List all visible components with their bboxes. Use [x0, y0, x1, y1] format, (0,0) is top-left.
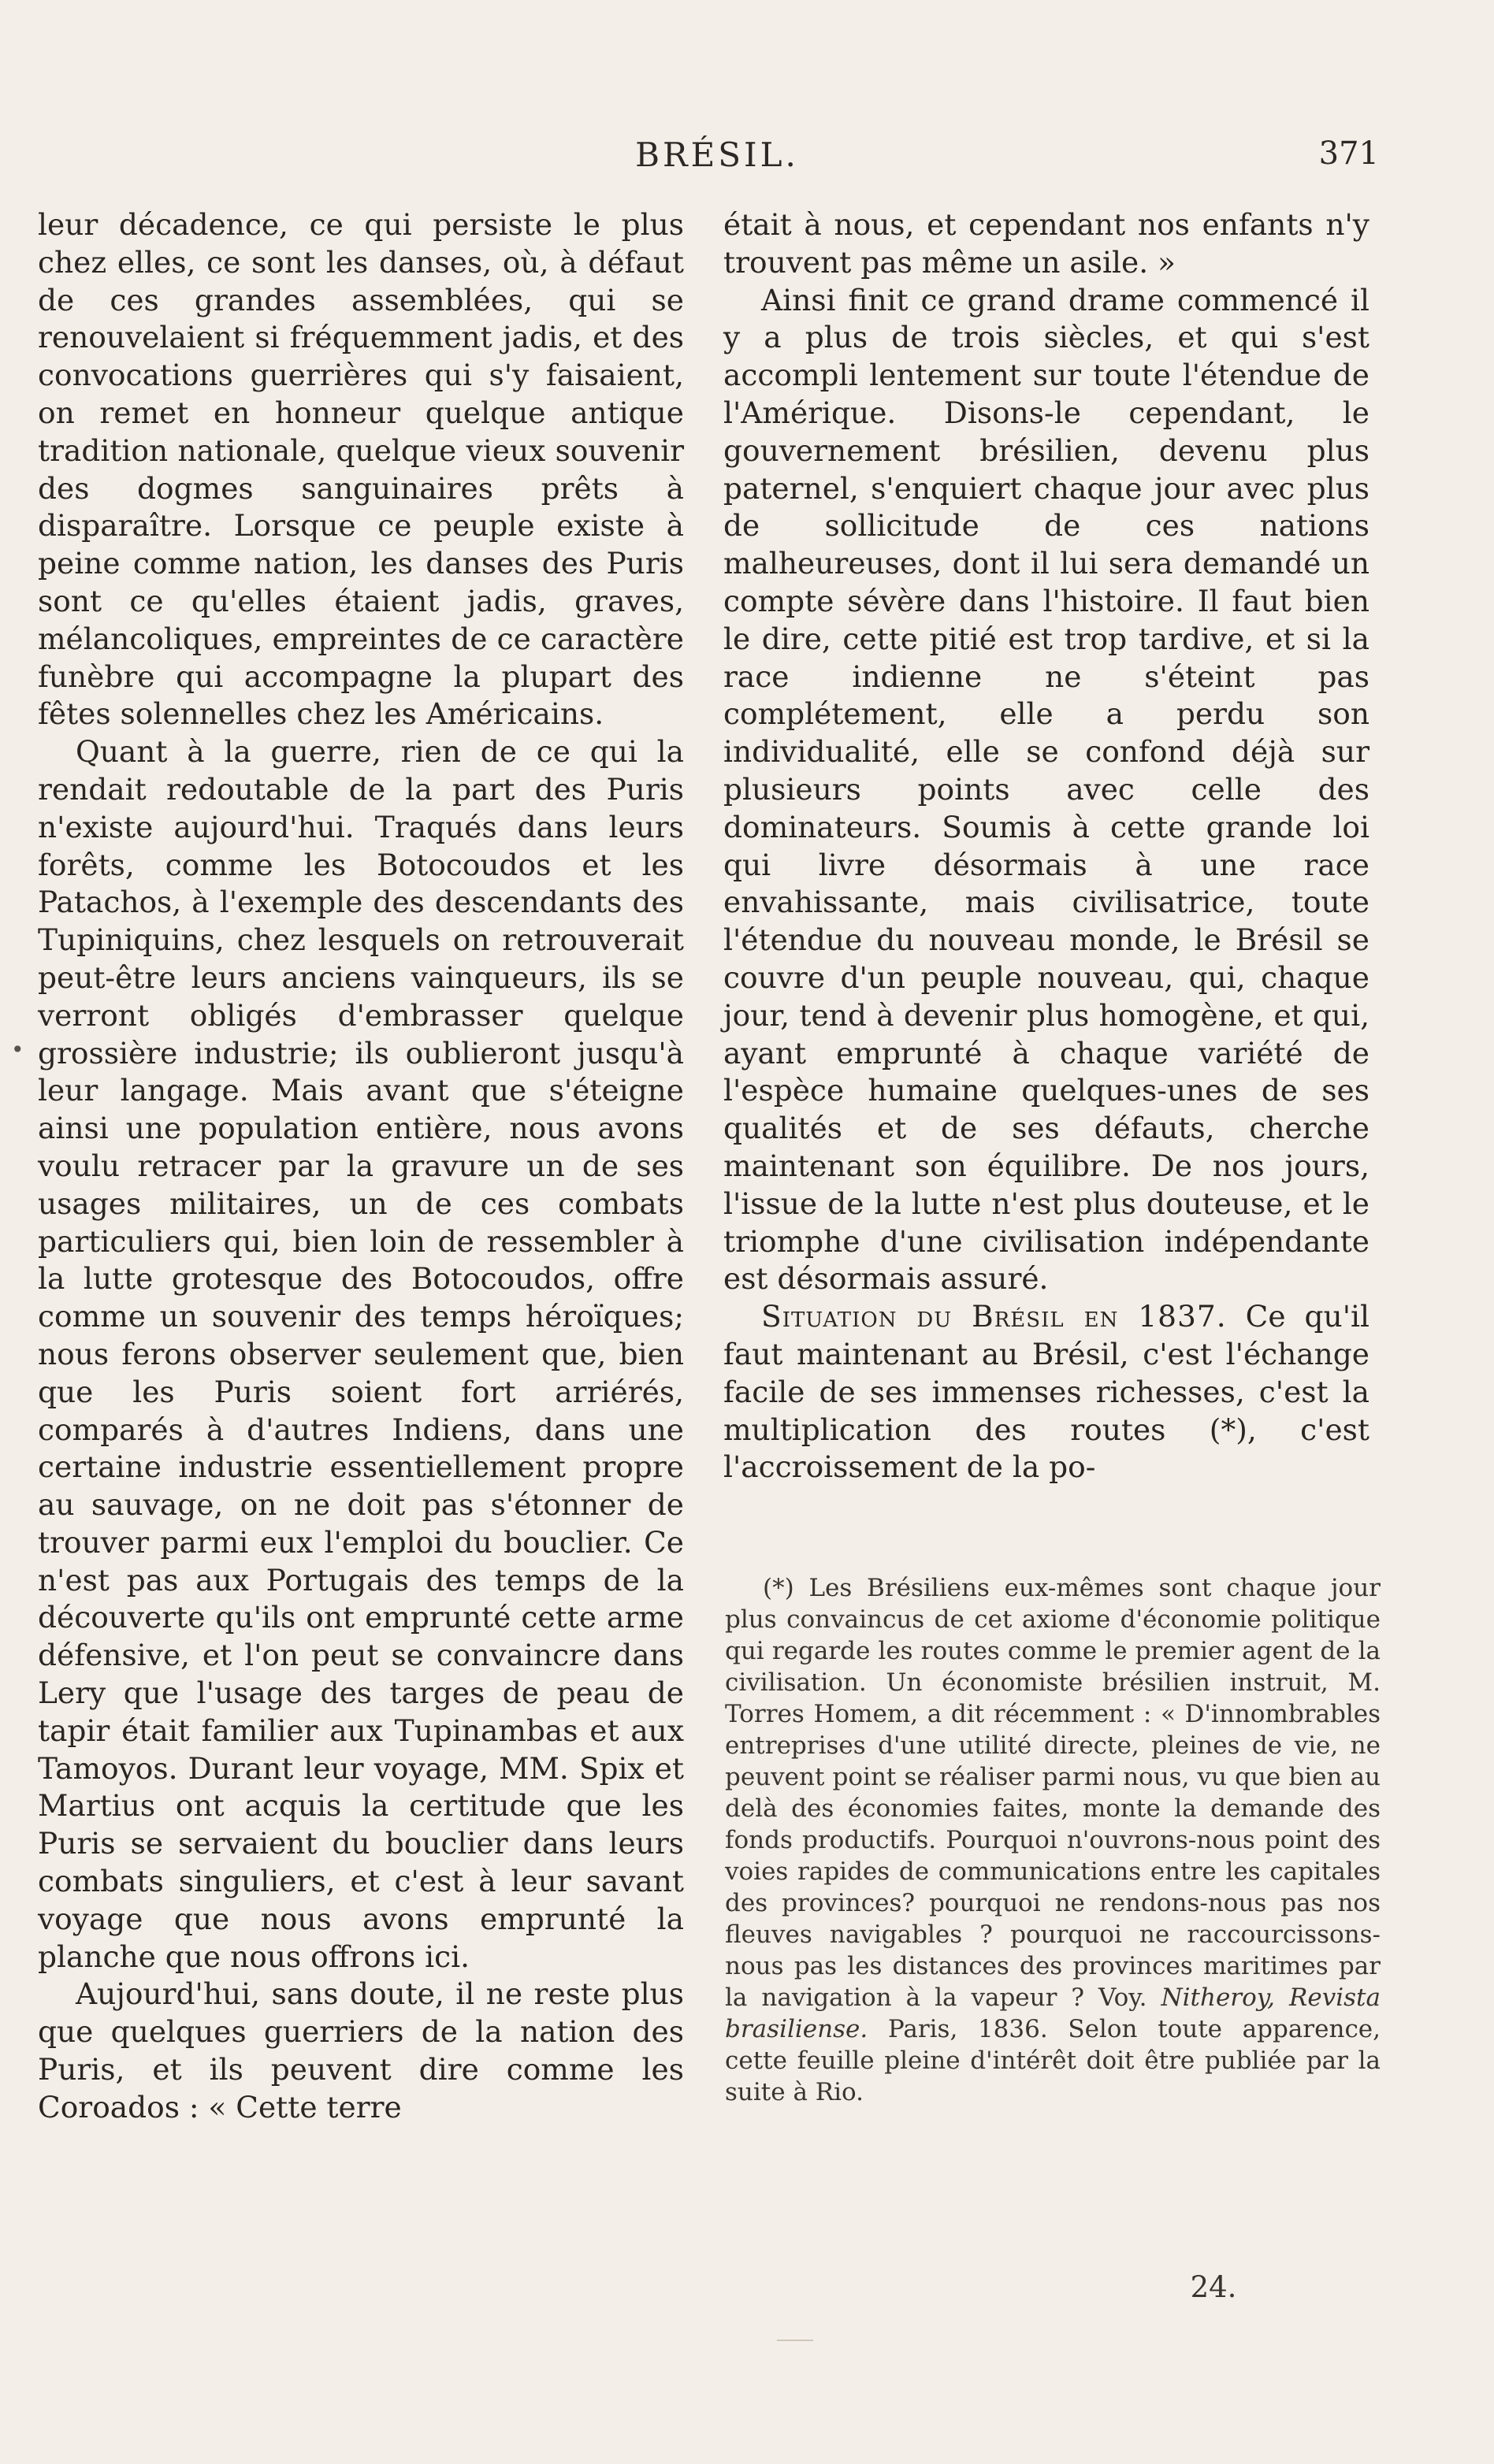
- paragraph-text: Ce qu'il faut maintenant au Brésil, c'est l'échange facile de ses immenses richesses, c'est la multiplication des routes (*), c'est l'accroissement de la po-: [723, 1299, 1370, 1485]
- section-heading: Situation du Brésil en 1837.: [761, 1299, 1227, 1334]
- paragraph: Ainsi finit ce grand drame commencé il y a plus de trois siècles, et qui s'est accompli lentement sur toute l'étendue de l'Amérique. Disons-le cependant, le gouvernement brésilien, devenu plus paternel, s'enquiert chaque jour avec plus de sollicitude de ces nations malheureuses, dont il lui sera demandé un compte sévère dans l'histoire. Il faut bien le dire, cette pitié est trop tardive, et si la race indienne ne s'éteint pas complétement, elle a perdu son individualité, elle se confond déjà sur plusieurs points avec celle des dominateurs. Soumis à cette grande loi qui livre désormais à une race envahissante, mais civilisatrice, toute l'étendue du nouveau monde, le Brésil se couvre d'un peuple nouveau, qui, chaque jour, tend à devenir plus homogène, et qui, ayant emprunté à chaque variété de l'espèce humaine quelques-unes de ses qualités et de ses défauts, cherche maintenant son équilibre. De nos jours, l'issue de la lutte n'est plus douteuse, et le triomphe d'une civilisation indépendante est désormais assuré.: [723, 282, 1370, 1297]
- signature-mark: 24.: [1190, 2270, 1237, 2304]
- footnote-body: (*) Les Brésiliens eux-mêmes sont chaque jour plus convaincus de cet axiome d'économie politique qui regarde les routes comme le premier agent de la civilisation. Un économiste brésilien instruit, M. Torres Homem, a dit récemment : « D'innombrables entreprises d'une utilité directe, pleines de vie, ne peuvent point se réaliser parmi nous, vu que bien au delà des économies faites, monte la demande des fonds productifs. Pourquoi n'ouvrons-nous point des voies rapides de communications entre les capitales des provinces? pourquoi ne rendons-nous pas nos fleuves navigables ? pourquoi ne raccourcissons-nous pas les distances des provinces maritimes par la navigation à la vapeur ? Voy.: [725, 1574, 1381, 2012]
- footnote-text: [725, 1572, 1381, 2108]
- paragraph: leur décadence, ce qui persiste le plus chez elles, ce sont les danses, où, à défaut de ces grandes assemblées, qui se renouvelaient si fréquemment jadis, et des convocations guerrières qui s'y faisaient, on remet en honneur quelque antique tradition nationale, quelque vieux souvenir des dogmes sanguinaires prêts à disparaître. Lorsque ce peuple existe à peine comme nation, les danses des Puris sont ce qu'elles étaient jadis, graves, mélancoliques, empreintes de ce caractère funèbre qui accompagne la plupart des fêtes solennelles chez les Américains.: [38, 207, 684, 732]
- paragraph: [723, 1298, 1370, 1486]
- paragraph: Quant à la guerre, rien de ce qui la rendait redoutable de la part des Puris n'existe aujourd'hui. Traqués dans leurs forêts, comme les Botocoudos et les Patachos, à l'exemple des descendants des Tupiniquins, chez lesquels on retrouverait peut-être leurs anciens vainqueurs, ils se verront obligés d'embrasser quelque grossière industrie; ils oublieront jusqu'à leur langage. Mais avant que s'éteigne ainsi une population entière, nous avons voulu retracer par la gravure un de ses usages militaires, un de ces combats particuliers qui, bien loin de ressembler à la lutte grotesque des Botocoudos, offre comme un souvenir des temps héroïques; nous ferons observer seulement que, bien que les Puris soient fort arriérés, comparés à d'autres Indiens, dans une certaine industrie essentiellement propre au sauvage, on ne doit pas s'étonner de trouver parmi eux l'emploi du bouclier. Ce n'est pas aux Portugais des temps de la découverte qu'ils ont emprunté cette arme défensive, et l'on peut se convaincre dans Lery que l'usage des targes de peau de tapir était familier aux Tupinambas et aux Tamoyos. Durant leur voyage, MM. Spix et Martius ont acquis la certitude que les Puris se servaient du bouclier dans leurs combats singuliers, et c'est à leur savant voyage que nous avons emprunté la planche que nous offrons ici.: [38, 734, 684, 1974]
- page-number: 371: [1318, 135, 1379, 172]
- footnote-tail: Paris, 1836. Selon toute apparence, cette feuille pleine d'intérêt doit être publiée par la suite à Rio.: [725, 2015, 1381, 2106]
- right-column: [723, 206, 1370, 1546]
- margin-mark: •: [11, 1037, 24, 1063]
- left-column: [38, 206, 684, 2262]
- running-head-title: BRÉSIL.: [635, 135, 799, 174]
- paragraph: Aujourd'hui, sans doute, il ne reste plus que quelques guerriers de la nation des Puris, et ils peuvent dire comme les Coroados : « Cette terre: [38, 1976, 684, 2124]
- divider: [777, 2340, 813, 2341]
- paragraph: était à nous, et cependant nos enfants n'y trouvent pas même un asile. »: [723, 207, 1370, 280]
- footnote: [725, 1572, 1381, 2108]
- journal-title: Nitheroy, Revista brasiliense.: [725, 1983, 1381, 2043]
